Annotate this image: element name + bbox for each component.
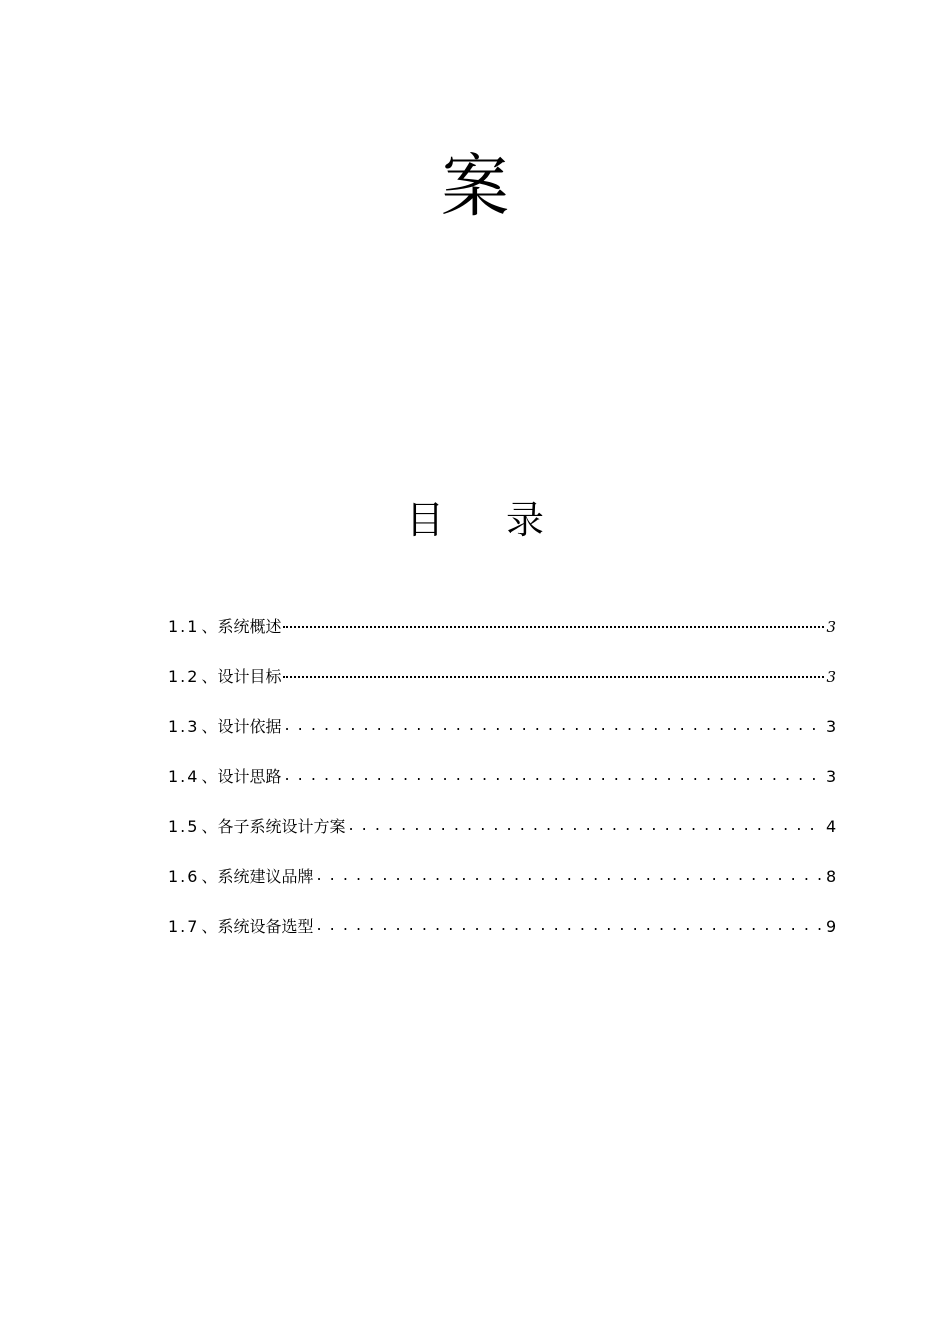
toc-entry-1[interactable] xyxy=(168,612,836,662)
toc-dot-leader xyxy=(283,625,824,628)
toc-heading-left: 目 xyxy=(405,498,444,542)
toc-entry-5[interactable] xyxy=(168,812,836,862)
toc-heading xyxy=(0,494,950,546)
toc-dot-leader xyxy=(316,860,823,890)
toc-entry-page: 9 xyxy=(826,917,837,936)
toc-dot-leader xyxy=(284,710,823,740)
toc-entry-number: 1.3 xyxy=(168,717,200,736)
toc-dot-leader xyxy=(316,910,823,940)
toc-entry-label: 、设计思路 xyxy=(201,767,282,786)
toc-entry-6[interactable] xyxy=(168,862,836,912)
toc-entry-label: 、系统设备选型 xyxy=(201,917,314,936)
toc-entry-7[interactable] xyxy=(168,912,836,962)
toc-entry-number: 1.4 xyxy=(168,767,200,786)
toc-entry-4[interactable] xyxy=(168,762,836,812)
cover-title-char: 案 xyxy=(440,148,509,227)
toc-entry-label: 、系统建议品牌 xyxy=(201,867,314,886)
toc-entry-page: 4 xyxy=(826,817,837,836)
toc-entry-page: 3 xyxy=(826,668,836,686)
toc-entry-number: 1.5 xyxy=(168,817,200,836)
toc-entry-number: 1.2 xyxy=(168,667,200,686)
toc-dot-leader xyxy=(284,760,823,790)
toc-entry-number: 1.6 xyxy=(168,867,200,886)
toc-entry-number: 1.7 xyxy=(168,917,200,936)
toc-dot-leader xyxy=(348,810,823,840)
toc-entry-page: 3 xyxy=(826,618,836,636)
toc-dot-leader xyxy=(283,675,824,678)
toc-entry-label: 、系统概述 xyxy=(201,617,282,636)
toc-entry-page: 8 xyxy=(826,867,837,886)
toc-entry-label: 、设计目标 xyxy=(201,667,282,686)
toc-entry-page: 3 xyxy=(826,717,837,736)
toc-heading-right: 录 xyxy=(506,498,545,542)
toc-entry-2[interactable] xyxy=(168,662,836,712)
toc-entry-label: 、各子系统设计方案 xyxy=(201,817,346,836)
toc-entry-3[interactable] xyxy=(168,712,836,762)
toc-list xyxy=(168,612,836,962)
toc-entry-label: 、设计依据 xyxy=(201,717,282,736)
toc-entry-page: 3 xyxy=(826,767,837,786)
toc-entry-number: 1.1 xyxy=(168,617,200,636)
